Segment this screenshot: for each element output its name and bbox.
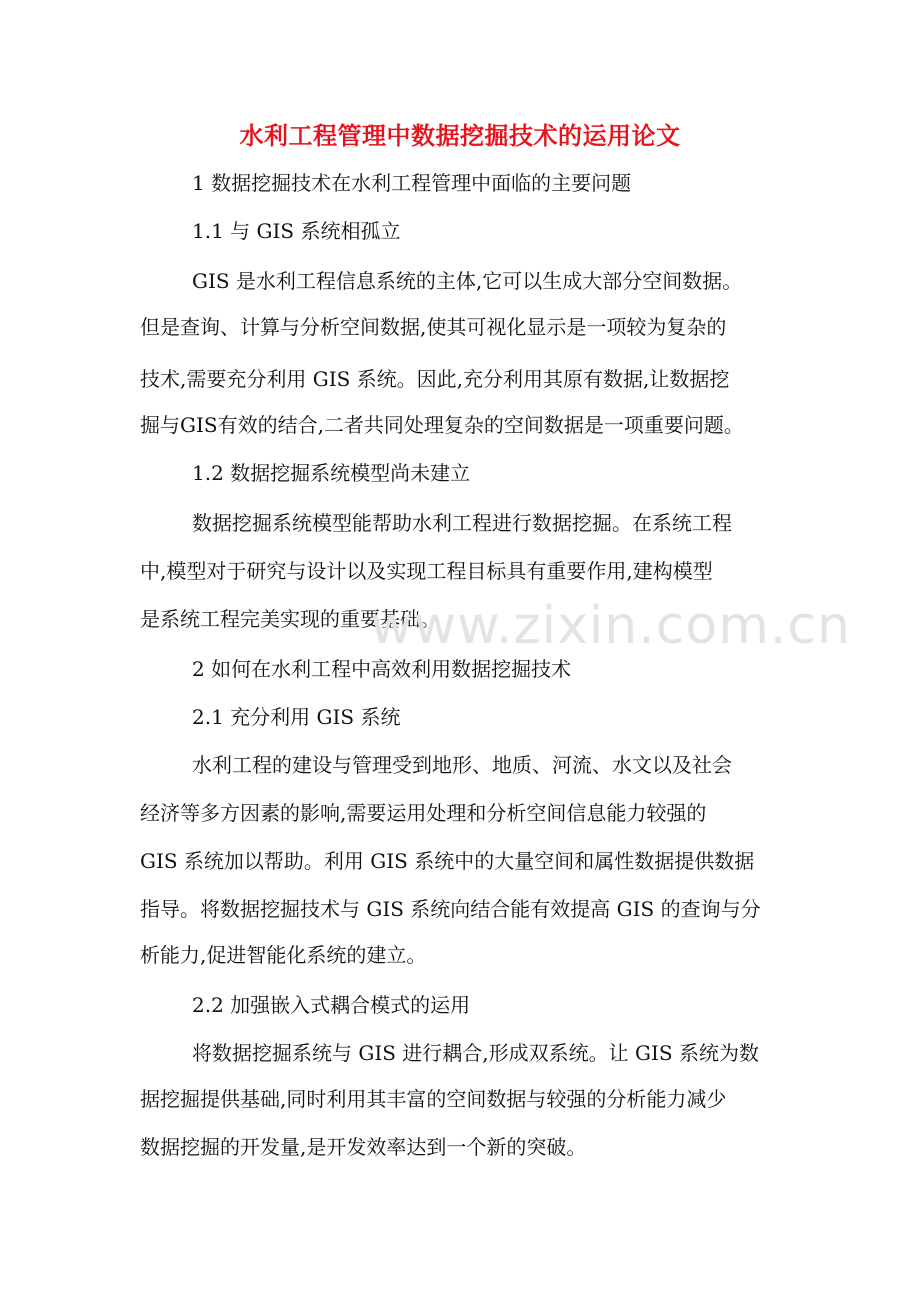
paragraph-line: 析能力,促进智能化系统的建立。: [140, 943, 427, 967]
paragraph-line: 掘与GIS有效的结合,二者共同处理复杂的空间数据是一项重要问题。: [140, 413, 744, 437]
subsection-heading: 1.1 与 GIS 系统相孤立: [192, 219, 401, 243]
section-heading: 1 数据挖掘技术在水利工程管理中面临的主要问题: [192, 171, 632, 195]
paragraph-line: 指导。将数据挖掘技术与 GIS 系统向结合能有效提高 GIS 的查询与分: [140, 897, 761, 921]
paragraph-line: 是系统工程完美实现的重要基础。: [140, 607, 440, 631]
paragraph-line: 数据挖掘的开发量,是开发效率达到一个新的突破。: [140, 1135, 587, 1159]
paragraph-line: 将数据挖掘系统与 GIS 进行耦合,形成双系统。让 GIS 系统为数: [192, 1041, 759, 1065]
subsection-heading: 1.2 数据挖掘系统模型尚未建立: [192, 461, 471, 485]
subsection-heading: 2.1 充分利用 GIS 系统: [192, 705, 401, 729]
paragraph-line: GIS 系统加以帮助。利用 GIS 系统中的大量空间和属性数据提供数据: [140, 849, 755, 873]
paragraph-line: 但是查询、计算与分析空间数据,使其可视化显示是一项较为复杂的: [140, 315, 727, 339]
paragraph-line: 水利工程的建设与管理受到地形、地质、河流、水文以及社会: [192, 753, 732, 777]
subsection-heading: 2.2 加强嵌入式耦合模式的运用: [192, 993, 471, 1017]
watermark-text: www.zixin.com.cn: [370, 596, 851, 656]
paragraph-line: GIS 是水利工程信息系统的主体,它可以生成大部分空间数据。: [192, 269, 743, 293]
paragraph-line: 数据挖掘系统模型能帮助水利工程进行数据挖掘。在系统工程: [192, 511, 732, 535]
section-heading: 2 如何在水利工程中高效利用数据挖掘技术: [192, 657, 572, 681]
paragraph-line: 据挖掘提供基础,同时利用其丰富的空间数据与较强的分析能力减少: [140, 1087, 727, 1111]
paragraph-line: 经济等多方因素的影响,需要运用处理和分析空间信息能力较强的: [140, 801, 707, 825]
document-title: 水利工程管理中数据挖掘技术的运用论文: [239, 122, 681, 150]
paragraph-line: 中,模型对于研究与设计以及实现工程目标具有重要作用,建构模型: [140, 559, 713, 583]
paragraph-line: 技术,需要充分利用 GIS 系统。因此,充分利用其原有数据,让数据挖: [140, 367, 730, 391]
